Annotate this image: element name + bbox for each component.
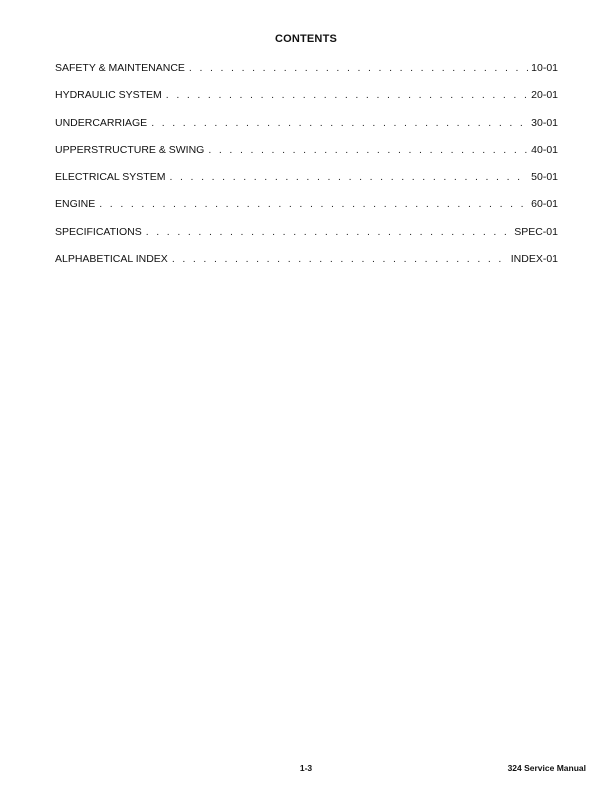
toc-entry-page: 60-01 <box>531 198 558 211</box>
toc-entry-label: UNDERCARRIAGE <box>55 116 148 129</box>
toc-entry-label: SPECIFICATIONS <box>55 225 142 238</box>
toc-entry-page: 10-01 <box>531 62 558 74</box>
toc-entry-specifications[interactable] <box>55 226 558 253</box>
page-title: CONTENTS <box>274 33 338 45</box>
toc-dot-leader <box>146 226 511 239</box>
toc-entry-page: INDEX-01 <box>510 253 558 266</box>
toc-entry-label: ELECTRICAL SYSTEM <box>55 171 166 184</box>
toc-entry-undercarriage[interactable] <box>55 117 558 144</box>
toc-entry-safety-maintenance[interactable] <box>55 62 558 89</box>
toc-entry-electrical-system[interactable] <box>55 171 558 198</box>
footer-manual-title: 324 Service Manual <box>507 763 586 773</box>
toc-entry-hydraulic-system[interactable] <box>55 89 558 116</box>
footer-page-number: 1-3 <box>299 763 313 773</box>
toc-entry-label: SAFETY & MAINTENANCE <box>55 62 185 74</box>
toc-entry-label: ENGINE <box>55 198 96 211</box>
toc-entry-engine[interactable] <box>55 198 558 225</box>
toc-entry-label: UPPERSTRUCTURE & SWING <box>55 143 205 156</box>
toc-dot-leader <box>166 89 528 102</box>
toc-entry-page: 50-01 <box>531 171 558 184</box>
toc-dot-leader <box>99 198 528 211</box>
toc-dot-leader <box>169 171 528 184</box>
toc-dot-leader <box>172 253 508 266</box>
toc-entry-label: HYDRAULIC SYSTEM <box>55 89 162 102</box>
toc-entry-upperstructure-swing[interactable] <box>55 144 558 171</box>
table-of-contents <box>55 62 558 280</box>
toc-dot-leader <box>208 144 528 157</box>
toc-dot-leader <box>189 62 528 75</box>
toc-entry-label: ALPHABETICAL INDEX <box>55 253 168 266</box>
toc-entry-page: 20-01 <box>531 89 558 102</box>
toc-entry-page: SPEC-01 <box>514 225 558 238</box>
toc-entry-page: 40-01 <box>531 143 558 156</box>
toc-dot-leader <box>151 117 528 130</box>
toc-entry-page: 30-01 <box>531 116 558 129</box>
toc-entry-alphabetical-index[interactable] <box>55 253 558 280</box>
